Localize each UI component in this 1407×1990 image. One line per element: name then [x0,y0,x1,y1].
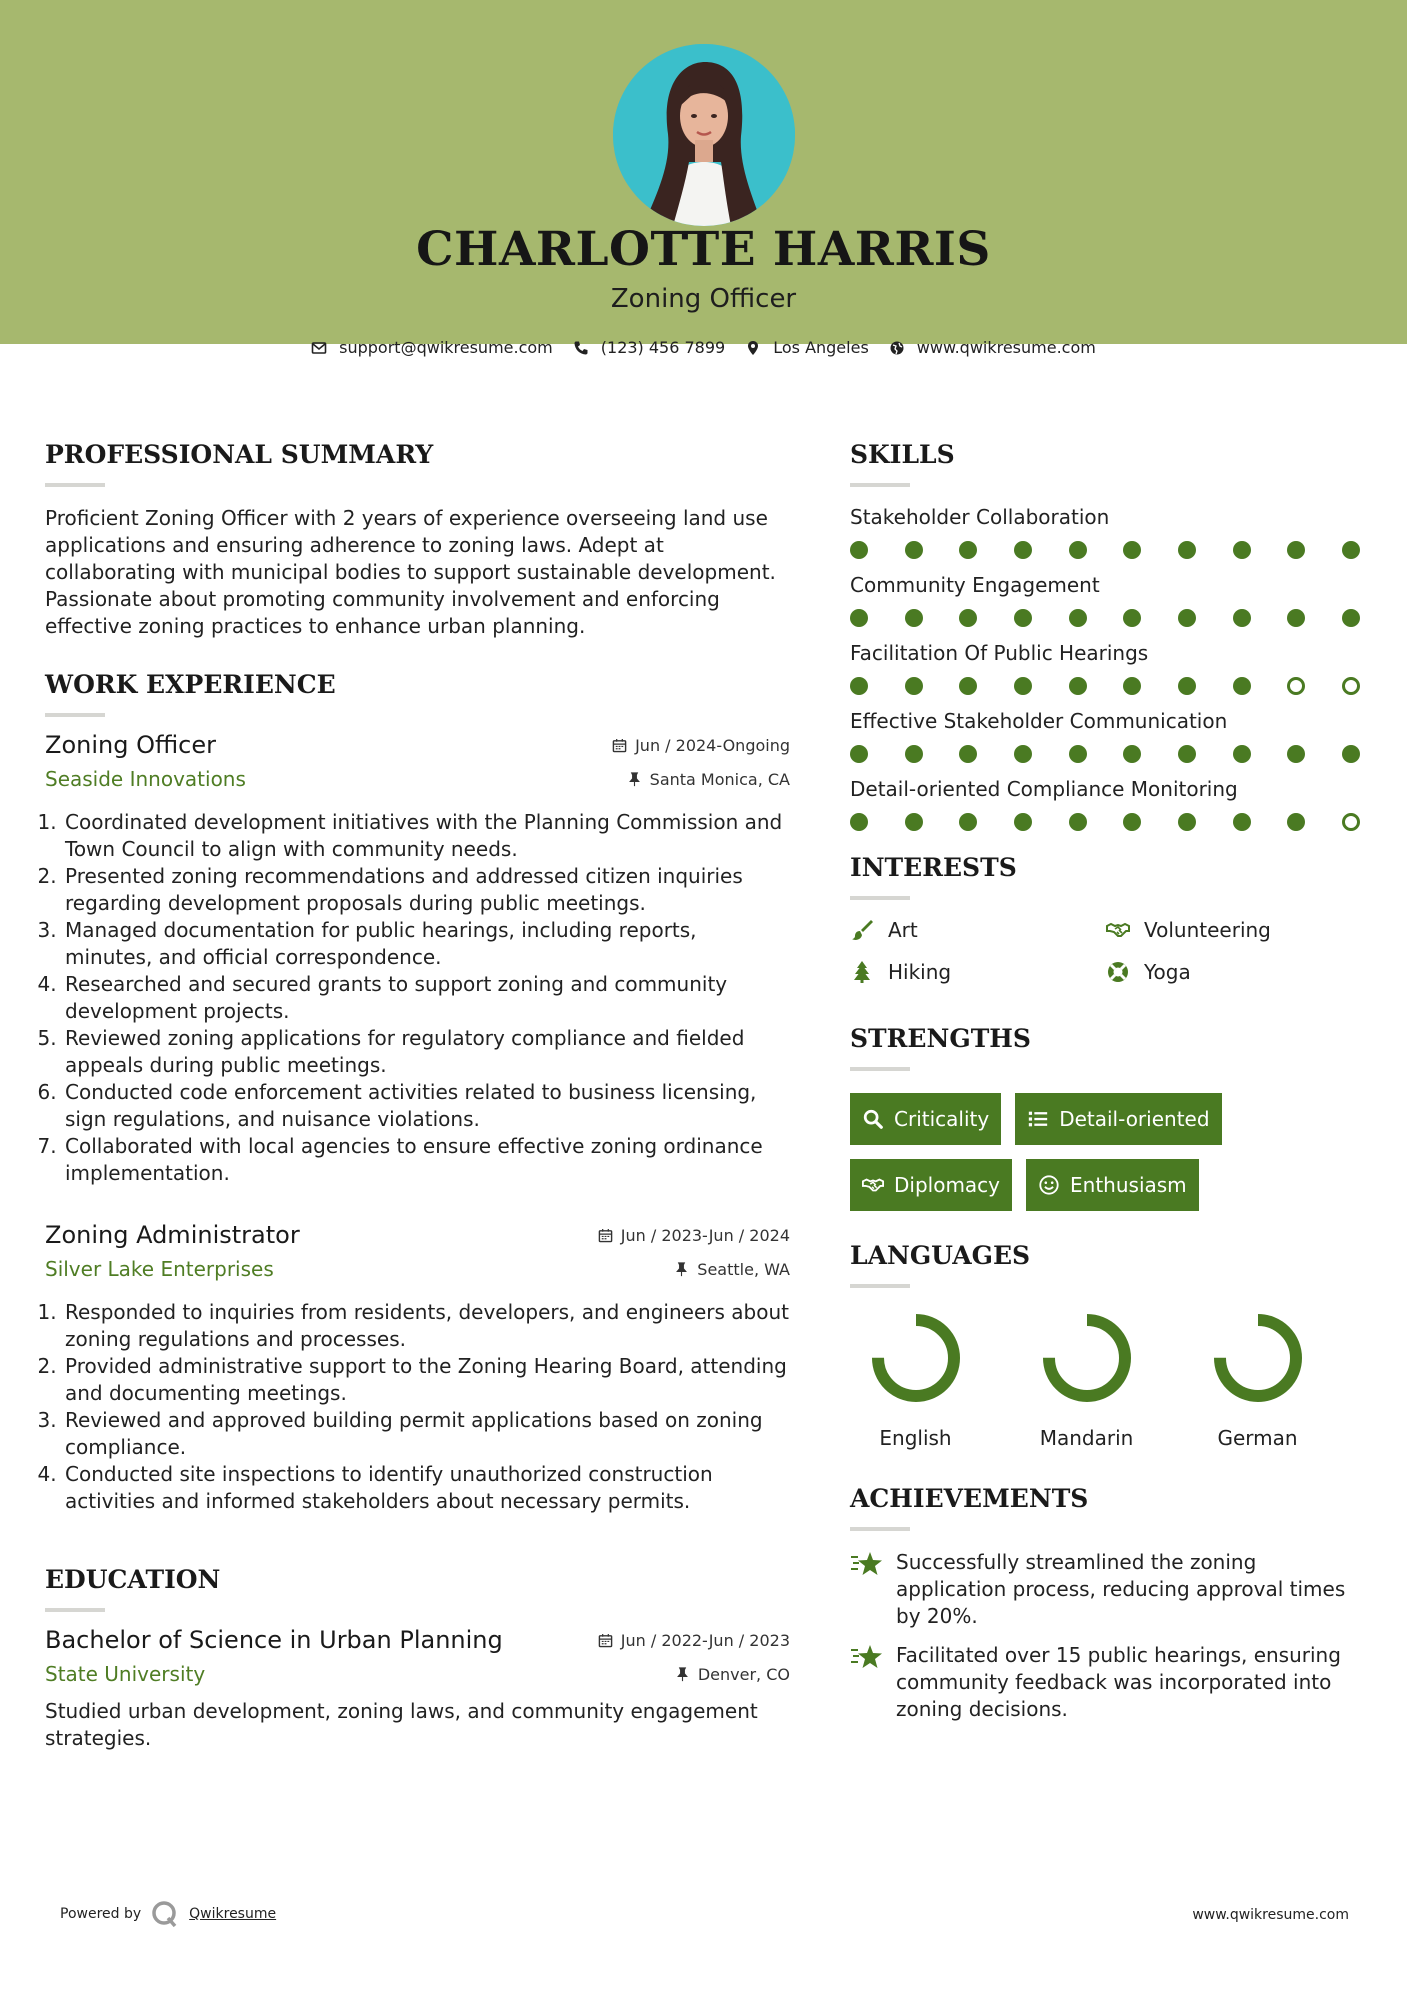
job-entry [45,731,790,1187]
skill-item [850,641,1370,695]
job-title: Zoning Officer [45,731,216,759]
envelope-icon [311,340,327,356]
rating-dot-filled [850,609,868,627]
brand-link[interactable]: Qwikresume [189,1906,277,1922]
star-icon [850,1549,884,1579]
interest-label: Yoga [1144,960,1191,984]
qwikresume-logo-icon [151,1900,179,1928]
job-bullets [45,1299,790,1515]
section-divider [45,713,105,717]
strength-label: Criticality [894,1107,990,1131]
education-section [45,1565,790,1752]
rating-dot-filled [959,745,977,763]
education-heading: EDUCATION [45,1565,221,1594]
achievements-section [850,1484,1370,1723]
interests-heading: INTERESTS [850,853,1017,882]
list-item: 4. Conducted site inspections to identify unauthorized construction activities and informed stakeholders about necessary permits. [63,1461,790,1515]
pushpin-icon [674,1262,689,1277]
interest-item [1106,918,1356,942]
rating-dot-filled [959,609,977,627]
profile-photo [613,44,795,226]
language-progress-ring [1037,1308,1137,1408]
interest-label: Hiking [888,960,952,984]
handshake-icon [1106,918,1130,942]
skill-name: Effective Stakeholder Communication [850,709,1228,733]
smile-icon [1038,1174,1060,1196]
globe-icon [889,340,905,356]
company-name: Silver Lake Enterprises [45,1257,274,1281]
rating-dot-filled [1014,813,1032,831]
list-item: 2. Presented zoning recommendations and addressed citizen inquiries regarding development proposals during public meetings. [63,863,790,917]
rating-dot-filled [959,813,977,831]
achievement-text: Facilitated over 15 public hearings, ensuring community feedback was incorporated into zoning decisions. [896,1643,1341,1721]
rating-dot-filled [1178,677,1196,695]
achievement-item [850,1549,1370,1630]
rating-dot-filled [1342,745,1360,763]
rating-dot-filled [1287,541,1305,559]
strength-tag [1015,1093,1221,1145]
section-divider [45,1608,105,1612]
section-divider [850,483,910,487]
rating-dot-filled [1123,677,1141,695]
language-name: Mandarin [1039,1426,1134,1450]
list-item: 1. Responded to inquiries from residents, developers, and engineers about zoning regulations and processes. [63,1299,790,1353]
rating-dot-filled [1233,541,1251,559]
rating-dot-filled [1178,813,1196,831]
list-icon [1027,1108,1049,1130]
contact-email[interactable] [311,338,553,357]
languages-list [858,1308,1370,1450]
language-progress-arc [1049,1320,1125,1396]
skills-list [850,505,1370,831]
rating-dot-filled [1014,609,1032,627]
calendar-icon [598,1228,613,1243]
interest-item [1106,960,1356,984]
rating-dot-filled [1069,677,1087,695]
language-progress-ring [866,1308,966,1408]
language-item [858,1308,973,1450]
header-banner [0,0,1407,344]
job-location [674,1260,790,1279]
education-location-text: Denver, CO [697,1664,790,1684]
rating-dot-filled [1069,813,1087,831]
rating-dot-filled [1287,813,1305,831]
rating-dot-filled [1178,541,1196,559]
section-divider [850,1527,910,1531]
language-progress-ring [1208,1308,1308,1408]
section-divider [850,896,910,900]
rating-dot-filled [1233,677,1251,695]
contact-phone[interactable] [573,338,725,357]
rating-dot-filled [1014,541,1032,559]
education-location [675,1665,790,1684]
rating-dot-filled [1233,609,1251,627]
rating-dot-filled [1123,609,1141,627]
education-dates [598,1631,790,1650]
strength-label: Enthusiasm [1070,1173,1187,1197]
skill-rating [850,745,1360,763]
interest-item [850,960,1106,984]
experience-heading: WORK EXPERIENCE [45,670,336,699]
candidate-name: CHARLOTTE HARRIS [416,222,991,277]
rating-dot-filled [1342,609,1360,627]
rating-dot-filled [1233,813,1251,831]
rating-dot-filled [959,541,977,559]
list-item: 1. Coordinated development initiatives with the Planning Commission and Town Council to align with community needs. [63,809,790,863]
rating-dot-filled [1123,745,1141,763]
strengths-section [850,1024,1370,1211]
skill-rating [850,609,1360,627]
job-bullets [45,809,790,1187]
skill-name: Community Engagement [850,573,1100,597]
job-location-text: Santa Monica, CA [649,769,790,789]
strength-tag [850,1159,1012,1211]
footer-powered-by [60,1900,276,1928]
rating-dot-filled [905,677,923,695]
language-item [1200,1308,1315,1450]
skill-name: Detail-oriented Compliance Monitoring [850,777,1238,801]
footer-website[interactable]: www.qwikresume.com [1192,1907,1349,1923]
skill-item [850,505,1370,559]
section-divider [45,483,105,487]
language-name: German [1217,1426,1298,1450]
rating-dot-filled [1178,745,1196,763]
list-item: 4. Researched and secured grants to support zoning and community development projects. [63,971,790,1025]
interests-section [850,853,1370,984]
contact-location [745,338,869,357]
job-location [627,770,790,789]
education-description: Studied urban development, zoning laws, and community engagement strategies. [45,1699,758,1750]
left-column [45,440,790,1752]
skill-name: Facilitation Of Public Hearings [850,641,1149,665]
contact-location-text: Los Angeles [773,338,869,357]
rating-dot-filled [1123,541,1141,559]
interest-label: Art [888,918,918,942]
rating-dot-filled [1287,609,1305,627]
calendar-icon [612,738,627,753]
list-item: 3. Managed documentation for public hearings, including reports, minutes, and official correspondence. [63,917,790,971]
rating-dot-filled [850,813,868,831]
skill-item [850,709,1370,763]
skill-rating [850,677,1360,695]
interest-label: Volunteering [1144,918,1271,942]
education-dates-text: Jun / 2022-Jun / 2023 [620,1631,790,1650]
tree-icon [850,960,874,984]
rating-dot-filled [1069,745,1087,763]
language-progress-arc [1220,1320,1296,1396]
achievement-item [850,1642,1370,1723]
rating-dot-filled [1342,541,1360,559]
skill-item [850,777,1370,831]
job-dates-text: Jun / 2024-Ongoing [635,736,790,755]
job-dates-text: Jun / 2023-Jun / 2024 [620,1226,790,1245]
rating-dot-filled [850,677,868,695]
job-title: Zoning Administrator [45,1221,300,1249]
candidate-title: Zoning Officer [610,284,797,314]
company-name: Seaside Innovations [45,767,246,791]
skill-name: Stakeholder Collaboration [850,505,1110,529]
rating-dot-empty [1342,677,1360,695]
pushpin-icon [627,772,642,787]
rating-dot-filled [905,541,923,559]
list-item: 5. Reviewed zoning applications for regulatory compliance and fielded appeals during public meetings. [63,1025,790,1079]
handshake-icon [862,1174,884,1196]
languages-heading: LANGUAGES [850,1241,1031,1270]
rating-dot-filled [1233,745,1251,763]
rating-dot-filled [1123,813,1141,831]
job-entry [45,1221,790,1515]
rating-dot-filled [1069,609,1087,627]
star-icon [850,1642,884,1672]
rating-dot-filled [1178,609,1196,627]
rating-dot-filled [905,745,923,763]
summary-text: Proficient Zoning Officer with 2 years of experience overseeing land use applications and ensuring adherence to zoning laws. Adept at collaborating with municipal bodies to support sustainable development. Passionate about promoting community involvement and enforcing effective zoning practices to enhance urban planning. [45,506,776,638]
language-item [1029,1308,1144,1450]
rating-dot-empty [1287,677,1305,695]
strength-label: Detail-oriented [1059,1107,1210,1131]
achievements-heading: ACHIEVEMENTS [850,1484,1089,1513]
rating-dot-filled [959,677,977,695]
rating-dot-filled [1287,745,1305,763]
right-column [850,440,1370,1735]
rating-dot-filled [1069,541,1087,559]
job-dates [598,1226,790,1245]
list-item: 6. Conducted code enforcement activities related to business licensing, sign regulations, and nuisance violations. [63,1079,790,1133]
skill-rating [850,541,1360,559]
paintbrush-icon [850,918,874,942]
contact-website[interactable] [889,338,1096,357]
school-name: State University [45,1662,206,1686]
strength-tag [850,1093,1001,1145]
summary-section [45,440,790,640]
search-icon [862,1108,884,1130]
languages-section [850,1241,1370,1450]
rating-dot-filled [905,813,923,831]
summary-heading: PROFESSIONAL SUMMARY [45,440,434,469]
rating-dot-filled [850,541,868,559]
list-item: 2. Provided administrative support to the Zoning Hearing Board, attending and documenting meetings. [63,1353,790,1407]
experience-section [45,670,790,1515]
pushpin-icon [675,1667,690,1682]
contact-phone-text: (123) 456 7899 [600,338,726,357]
skills-heading: SKILLS [850,440,955,469]
interest-item [850,918,1106,942]
contact-website-text: www.qwikresume.com [916,338,1096,357]
job-location-text: Seattle, WA [697,1259,790,1279]
rating-dot-filled [905,609,923,627]
map-pin-icon [745,340,761,356]
section-divider [850,1067,910,1071]
degree-title: Bachelor of Science in Urban Planning [45,1626,503,1654]
list-item: 3. Reviewed and approved building permit applications based on zoning compliance. [63,1407,790,1461]
achievement-text: Successfully streamlined the zoning application process, reducing approval times by 20%. [896,1550,1346,1628]
skill-item [850,573,1370,627]
rating-dot-filled [1014,745,1032,763]
rating-dot-filled [1014,677,1032,695]
language-progress-arc [878,1320,954,1396]
contact-bar [0,338,1407,357]
section-divider [850,1284,910,1288]
phone-icon [573,340,589,356]
lifering-icon [1106,960,1130,984]
contact-email-text: support@qwikresume.com [339,338,553,357]
rating-dot-filled [850,745,868,763]
strength-tag [1026,1159,1199,1211]
powered-by-text: Powered by [60,1906,142,1922]
job-dates [612,736,790,755]
skills-section [850,440,1370,831]
strength-label: Diplomacy [894,1173,1001,1197]
strengths-heading: STRENGTHS [850,1024,1031,1053]
calendar-icon [598,1633,613,1648]
language-name: English [879,1426,952,1450]
list-item: 7. Collaborated with local agencies to ensure effective zoning ordinance implementation. [63,1133,790,1187]
skill-rating [850,813,1360,831]
rating-dot-empty [1342,813,1360,831]
